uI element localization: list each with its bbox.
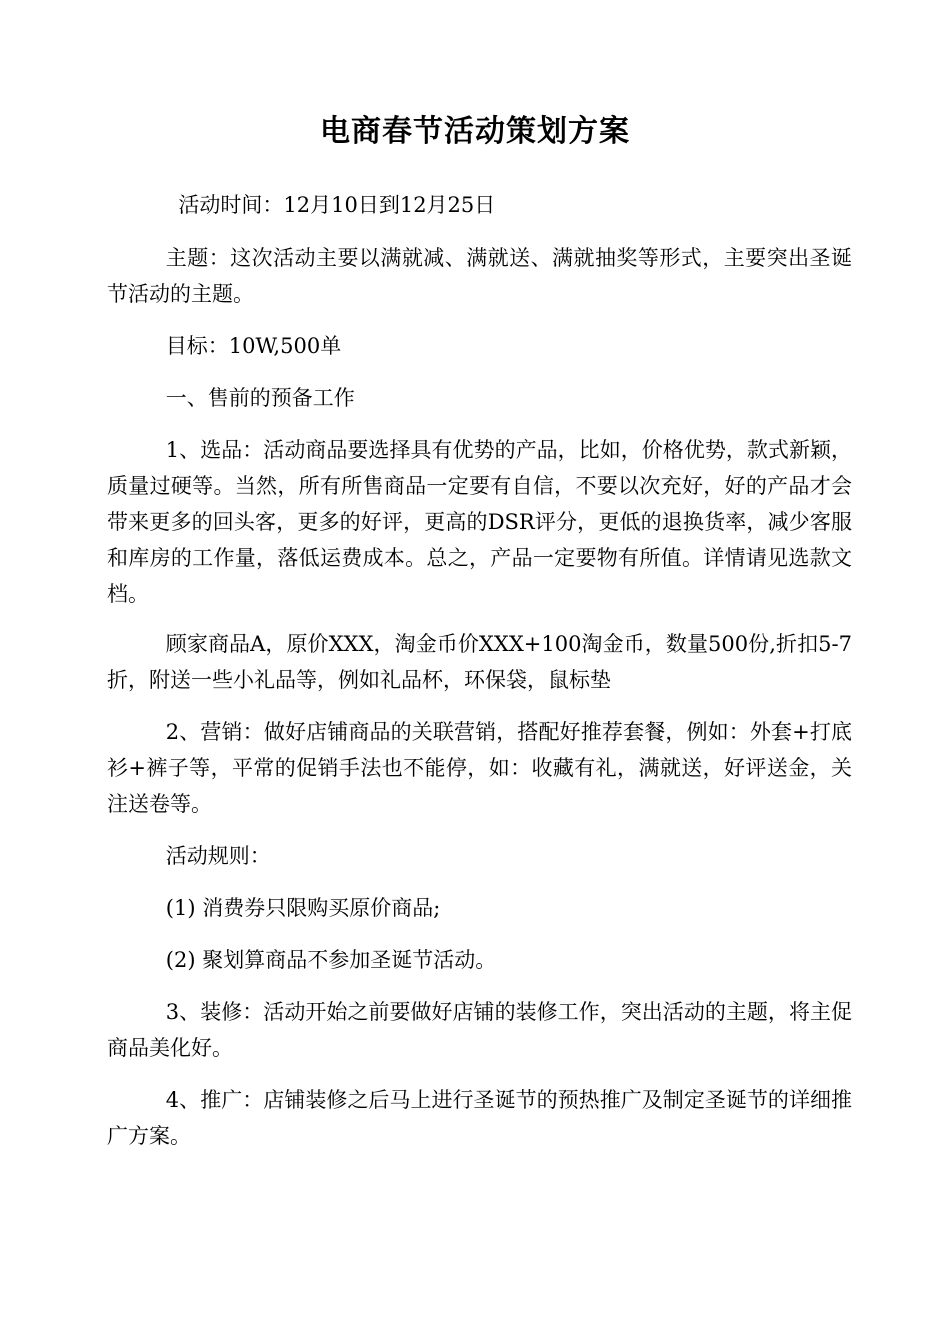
paragraph-rule-1: (1) 消费券只限购买原价商品; [165,896,441,920]
paragraph-rules-heading: 活动规则： [165,844,271,868]
paragraph-goal: 目标：10W,500单 [165,334,342,358]
paragraph-marketing: 2、营销：做好店铺商品的关联营销，搭配好推荐套餐，例如：外套+打底衫+裤子等，平常的促销手法也不能停，如：收藏有礼，满就送，好评送金，关注送卷等。 [107,720,852,816]
paragraph-product-a: 顾家商品A，原价XXX，淘金币价XXX+100淘金币，数量500份,折扣5-7折，附送一些小礼品等，例如礼品杯，环保袋，鼠标垫 [107,632,852,692]
paragraph-product-selection: 1、选品：活动商品要选择具有优势的产品，比如，价格优势，款式新颖，质量过硬等。当然，所有所售商品一定要有自信，不要以次充好，好的产品才会带来更多的回头客，更多的好评，更高的DSR评分，更低的退换货率，减少客服和库房的工作量，落低运费成本。总之，产品一定要物有所值。详情请见选款文档。 [107,438,852,606]
paragraph-activity-time: 活动时间：12月10日到12月25日 [178,193,496,217]
paragraph-theme: 主题：这次活动主要以满就减、满就送、满就抽奖等形式，主要突出圣诞节活动的主题。 [107,246,852,306]
paragraph-rule-2: (2) 聚划算商品不参加圣诞节活动。 [165,948,497,972]
paragraph-decoration: 3、装修：活动开始之前要做好店铺的装修工作，突出活动的主题，将主促商品美化好。 [107,1000,852,1060]
section-heading-presale: 一、售前的预备工作 [165,386,355,410]
paragraph-promotion: 4、推广：店铺装修之后马上进行圣诞节的预热推广及制定圣诞节的详细推广方案。 [107,1088,852,1148]
document-title: 电商春节活动策划方案 [320,114,630,149]
